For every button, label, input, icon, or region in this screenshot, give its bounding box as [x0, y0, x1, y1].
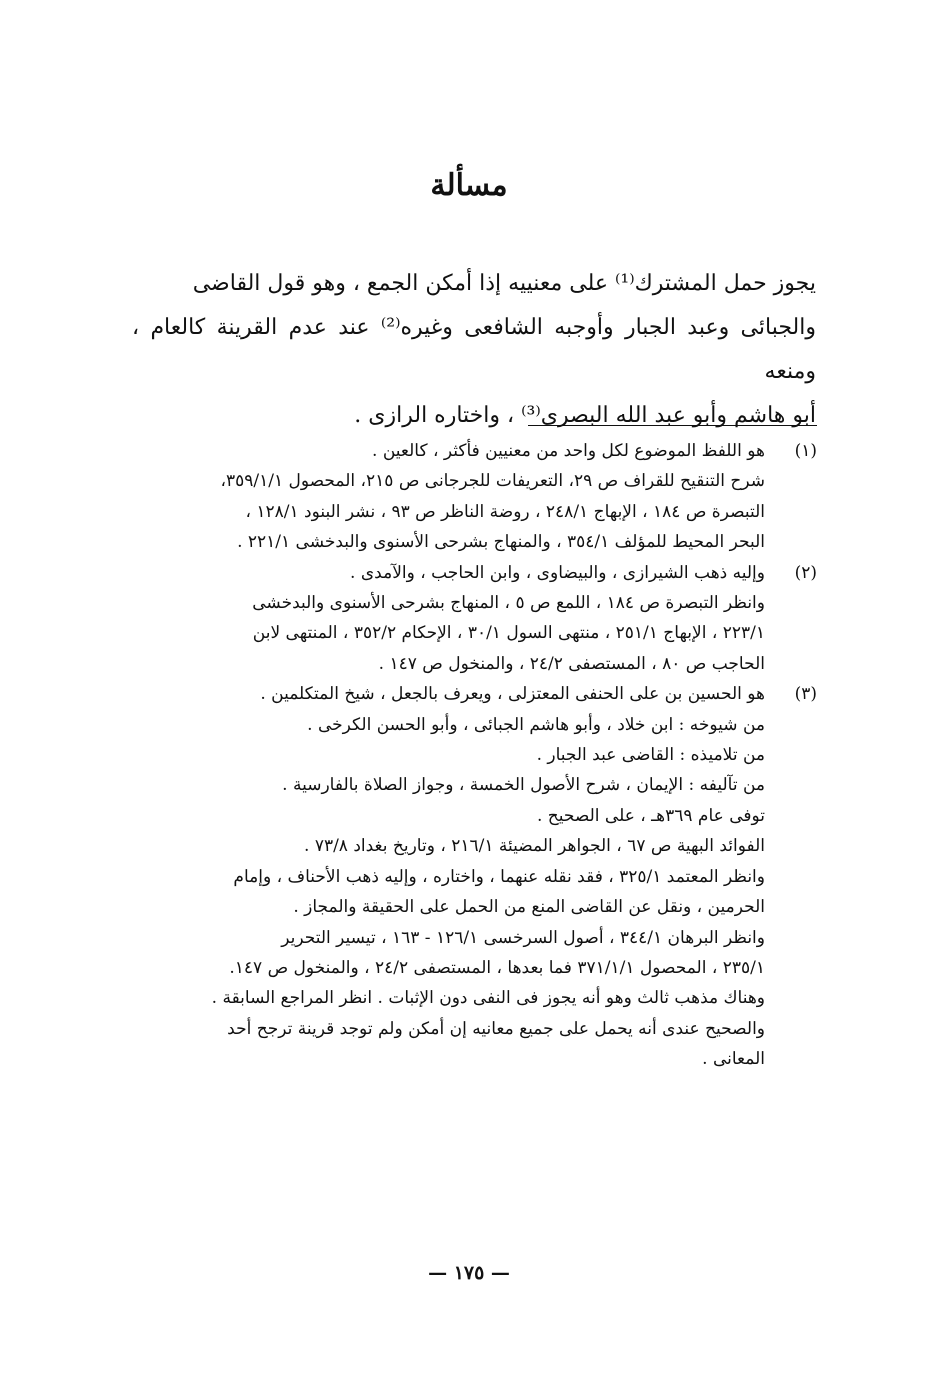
footnote-line: والصحيح عندى أنه يحمل على جميع معانيه إن أمكن ولم توجد قرينة ترجح أحد: [227, 1018, 765, 1039]
section-title: مسألة: [430, 168, 508, 203]
footnote-line: من شيوخه : ابن خلاد ، وأبو هاشم الجبائى ، وأبو الحسن الكرخى .: [307, 714, 765, 735]
footnote-line: البحر المحيط للمؤلف ٣٥٤/١ ، والمنهاج بشرحى الأسنوى والبدخشى ٢٢١/١ .: [237, 532, 765, 553]
footnote-line: وانظر المعتمد ٣٢٥/١ ، فقد نقله عنهما ، واختاره ، وإليه ذهب الأحناف ، وإمام: [233, 866, 765, 887]
main-text-line: أبو هاشم وأبو عبد الله البصرى⁽³⁾ ، واختاره الرازى .: [354, 403, 816, 428]
footnote-line: وانظر التبصرة ص ١٨٤ ، اللمع ص ٥ ، المنهاج بشرحى الأسنوى والبدخشى: [252, 593, 765, 614]
footnote-line: من تآليفه : الإيمان ، شرح الأصول الخمسة ، وجواز الصلاة بالفارسية .: [282, 775, 765, 796]
footnote-body: [132, 558, 765, 680]
footnote-line: وهناك مذهب ثالث وهو أنه يجوز فى النفى دون الإثبات . انظر المراجع السابقة .: [211, 988, 765, 1009]
footnote-line: وإليه ذهب الشيرازى ، والبيضاوى ، وابن الحاجب ، والآمدى .: [350, 562, 765, 583]
footnote-2: [132, 558, 817, 680]
footnote-1: [132, 436, 817, 558]
main-text-line: والجبائى وعبد الجبار وأوجبه الشافعى وغيره⁽²⁾ عند عدم القرينة كالعام ، ومنعه: [132, 315, 816, 384]
footnote-line: ٢٢٣/١ ، الإبهاج ٢٥١/١ ، منتهى السول ٣٠/١ ، الإحكام ٣٥٢/٢ ، المنتهى لابن: [252, 623, 765, 644]
footnote-3: [132, 679, 817, 1074]
main-text: [132, 262, 816, 438]
footnote-body: [132, 436, 765, 558]
page-number: — ١٧٥ —: [428, 1262, 510, 1284]
footnote-line: شرح التنقيح للقراف ص ٢٩، التعريفات للجرجانى ص ٢١٥، المحصول ٣٥٩/١/١،: [220, 471, 765, 492]
footnote-line: التبصرة ص ١٨٤ ، الإبهاج ٢٤٨/١ ، روضة الناظر ص ٩٣ ، نشر البنود ١٢٨/١ ،: [245, 501, 765, 522]
footnote-line: وانظر البرهان ٣٤٤/١ ، أصول السرخسى ١٢٦/١ - ١٦٣ ، تيسير التحرير: [281, 927, 765, 948]
footnote-line: الحرمين ، ونقل عن القاضى المنع من الحمل على الحقيقة والمجاز .: [293, 897, 765, 918]
footnote-number: (١): [794, 441, 817, 461]
footnotes: [132, 436, 817, 1075]
footnote-line: الفوائد البهية ص ٦٧ ، الجواهر المضيئة ٢١٦/١ ، وتاريخ بغداد ٧٣/٨ .: [304, 836, 765, 857]
footnote-separator: [528, 425, 817, 426]
footnote-body: [132, 679, 765, 1074]
footnote-line: ٢٣٥/١ ، المحصول ٣٧١/١/١ فما بعدها ، المستصفى ٢٤/٢ ، والمنخول ص ١٤٧.: [229, 957, 765, 978]
footnote-line: هو اللفظ الموضوع لكل واحد من معنيين فأكثر ، كالعين .: [372, 441, 765, 461]
main-text-line: يجوز حمل المشترك⁽¹⁾ على معنييه إذا أمكن الجمع ، وهو قول القاضى: [192, 271, 816, 296]
footnote-line: هو الحسين بن على الحنفى المعتزلى ، ويعرف بالجعل ، شيخ المتكلمين .: [260, 684, 765, 705]
footnote-number: (٢): [794, 562, 817, 583]
footnote-number: (٣): [794, 684, 817, 705]
footnote-line: من تلاميذه : القاضى عبد الجبار .: [536, 745, 765, 766]
footnote-line: المعانى .: [702, 1049, 765, 1070]
footnote-line: الحاجب ص ٨٠ ، المستصفى ٢٤/٢ ، والمنخول ص ١٤٧ .: [378, 653, 765, 674]
footnote-line: توفى عام ٣٦٩هـ ، على الصحيح .: [537, 805, 765, 826]
